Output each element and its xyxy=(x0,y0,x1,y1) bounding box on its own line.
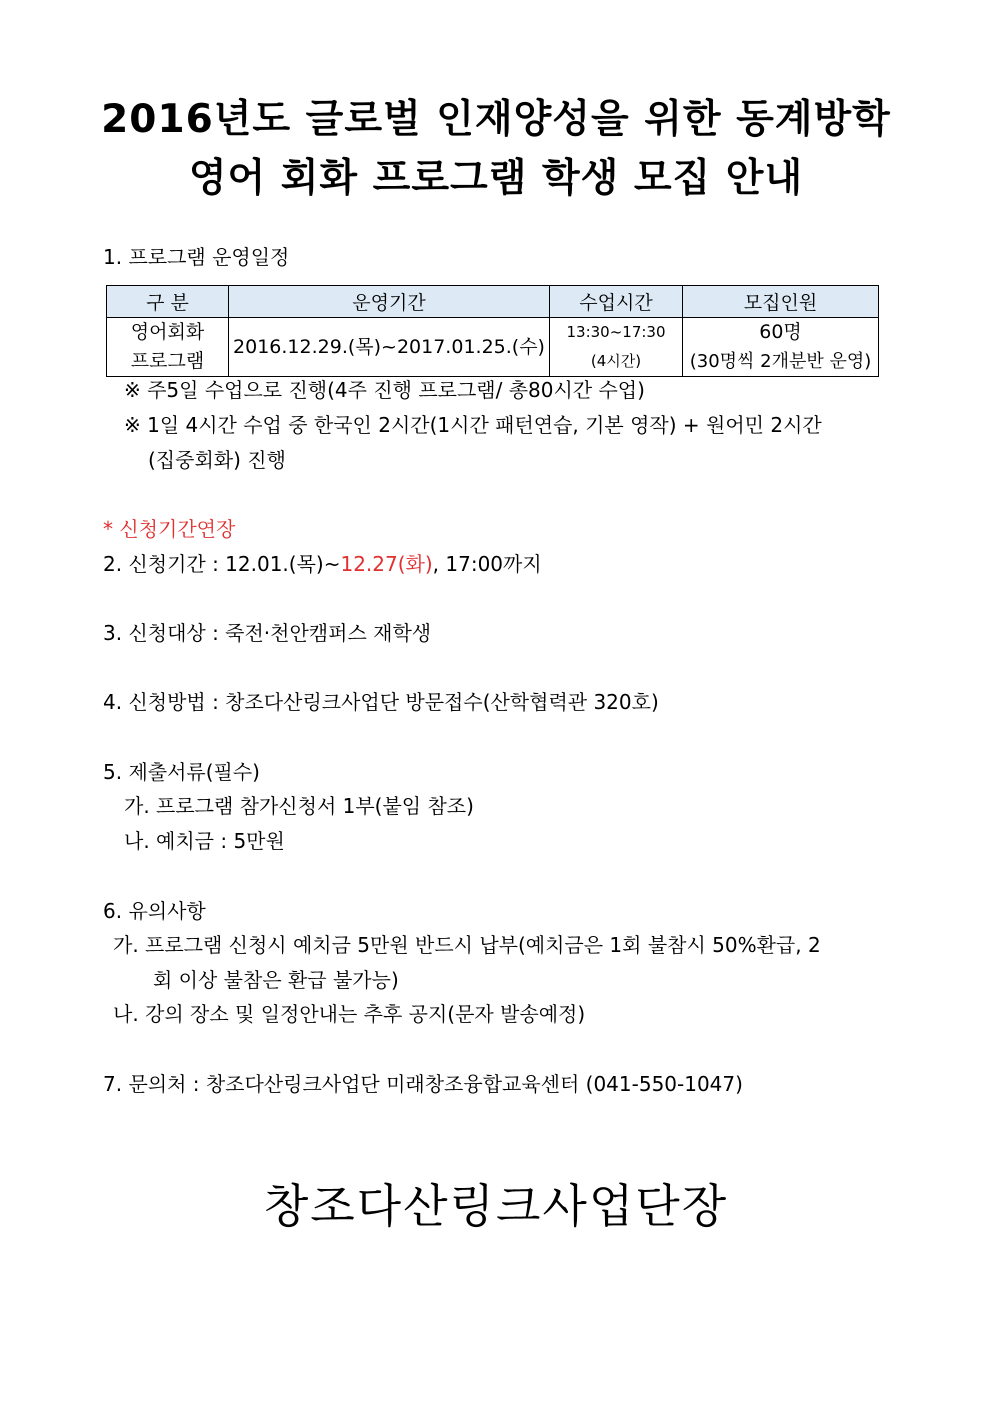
section6-heading: 6. 유의사항 xyxy=(103,899,206,923)
schedule-header-row xyxy=(107,286,879,318)
category-line2: 프로그램 xyxy=(130,350,205,372)
schedule-table xyxy=(106,285,879,377)
section6-item-a-line1: 가. 프로그램 신청시 예치금 5만원 반드시 납부(예치금은 1회 불참시 50%환급, 2 xyxy=(113,933,821,957)
section1-heading: 1. 프로그램 운영일정 xyxy=(103,245,290,269)
section5-item-a: 가. 프로그램 참가신청서 1부(붙임 참조) xyxy=(124,794,474,818)
section4-application-method: 4. 신청방법 : 창조다산링크사업단 방문접수(산학협력관 320호) xyxy=(103,690,659,714)
cell-capacity xyxy=(683,318,879,377)
capacity-line1: 60명 xyxy=(759,321,802,343)
cell-category xyxy=(107,318,229,377)
section2-application-period xyxy=(103,550,542,578)
schedule-row xyxy=(107,318,879,377)
cell-period: 2016.12.29.(목)~2017.01.25.(수) xyxy=(229,318,550,377)
header-class-time: 수업시간 xyxy=(550,286,683,318)
section6-item-b: 나. 강의 장소 및 일정안내는 추후 공지(문자 발송예정) xyxy=(113,1002,586,1026)
application-period-prefix: 2. 신청기간 : 12.01.(목)~ xyxy=(103,552,341,576)
class-time-line1: 13:30~17:30 xyxy=(566,323,666,341)
document-title-line1: 2016년도 글로벌 인재양성을 위한 동계방학 xyxy=(101,97,891,142)
header-period: 운영기간 xyxy=(229,286,550,318)
header-category: 구 분 xyxy=(107,286,229,318)
capacity-line2: (30명씩 2개분반 운영) xyxy=(689,351,872,372)
cell-class-time xyxy=(550,318,683,377)
signature: 창조다산링크사업단장 xyxy=(263,1179,729,1233)
header-capacity: 모집인원 xyxy=(683,286,879,318)
section6-item-a-line2: 회 이상 불참은 환급 불가능) xyxy=(153,968,399,992)
application-period-suffix: , 17:00까지 xyxy=(432,552,542,576)
section5-item-b: 나. 예치금 : 5만원 xyxy=(124,829,285,853)
section1-note1: ※ 주5일 수업으로 진행(4주 진행 프로그램/ 총80시간 수업) xyxy=(124,378,645,402)
application-deadline-highlight: 12.27(화) xyxy=(340,552,433,576)
section3-eligibility: 3. 신청대상 : 죽전·천안캠퍼스 재학생 xyxy=(103,621,432,645)
class-time-line2: (4시간) xyxy=(590,352,642,370)
section5-heading: 5. 제출서류(필수) xyxy=(103,760,260,784)
section7-contact: 7. 문의처 : 창조다산링크사업단 미래창조융합교육센터 (041-550-1047) xyxy=(103,1072,743,1096)
section1-note2-line1: ※ 1일 4시간 수업 중 한국인 2시간(1시간 패턴연습, 기본 영작) + 원어민 2시간 xyxy=(124,413,822,437)
section1-note2-line2: (집중회화) 진행 xyxy=(148,448,286,472)
document-title-line2: 영어 회화 프로그램 학생 모집 안내 xyxy=(188,156,804,201)
category-line1: 영어회화 xyxy=(130,321,205,343)
extension-notice: * 신청기간연장 xyxy=(103,517,236,541)
